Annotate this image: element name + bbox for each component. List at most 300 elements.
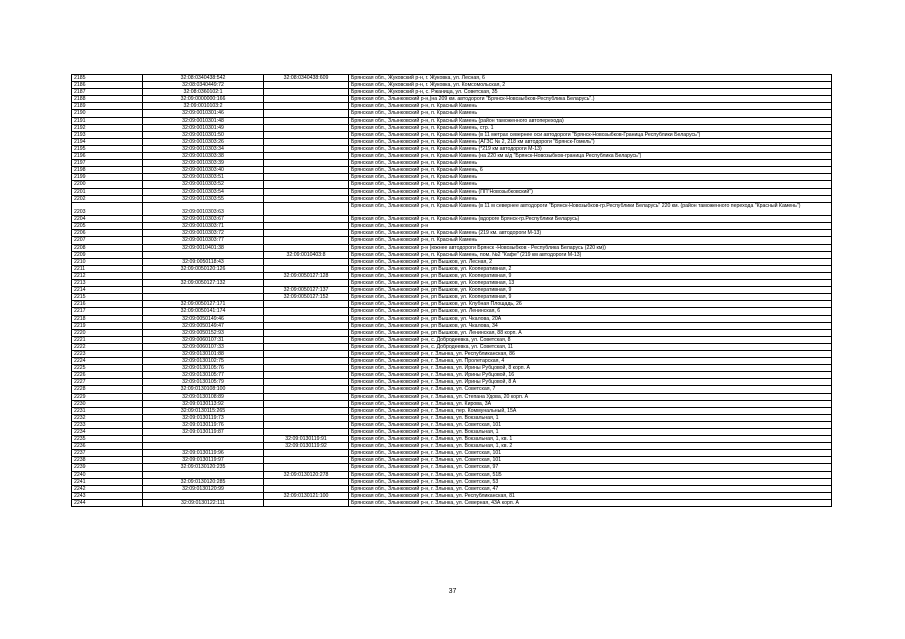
premises-cadastral-number-cell (264, 138, 349, 145)
address-cell: Брянская обл., Злынковский р-н, г. Злынка, ул. Советская, 101 (349, 450, 832, 457)
table-row (72, 478, 832, 485)
table-row (72, 244, 832, 251)
address-cell: Брянская обл., Злынковский р-н, п. Красный Камень (ПП"Новозыбковский") (349, 188, 832, 195)
cadastral-number-cell: 32:09:0130102:75 (143, 358, 264, 365)
cadastral-number-cell: 32:09:0010401:38 (143, 244, 264, 251)
table-row (72, 96, 832, 103)
cadastral-number-cell: 32:08:0340449:72 (143, 82, 264, 89)
premises-cadastral-number-cell: 32:09:0050127:128 (264, 272, 349, 279)
table-row (72, 421, 832, 428)
address-cell: Брянская обл., Злынковский р-н, п. Красный Камень (349, 195, 832, 202)
premises-cadastral-number-cell (264, 478, 349, 485)
row-number-cell: 2217 (72, 308, 143, 315)
cadastral-number-cell: 32:09:0010303:40 (143, 167, 264, 174)
cadastral-number-cell: 32:09:0130113:92 (143, 400, 264, 407)
row-number-cell: 2232 (72, 414, 143, 421)
address-cell: Брянская обл., Злынковский р-н, п. Красный Камень (219 км. автодороги М-13) (349, 230, 832, 237)
property-table (71, 74, 832, 507)
row-number-cell: 2228 (72, 386, 143, 393)
cadastral-number-cell: 32:09:0010103:2 (143, 103, 264, 110)
address-cell: Брянская обл., Злынковский р-н, п. Красный Камень (349, 174, 832, 181)
row-number-cell: 2185 (72, 75, 143, 82)
address-cell: Брянская обл., Злынковский р-н, рп Вышков, ул. Кооперативная, 9 (349, 287, 832, 294)
table-row (72, 258, 832, 265)
address-cell: Брянская обл., Злынковский р-н, рп Вышков, ул. Кооперативная, 9 (349, 272, 832, 279)
address-cell: Брянская обл., Злынковский р-н (349, 223, 832, 230)
premises-cadastral-number-cell (264, 386, 349, 393)
row-number-cell: 2226 (72, 372, 143, 379)
premises-cadastral-number-cell (264, 258, 349, 265)
row-number-cell: 2242 (72, 485, 143, 492)
table-row (72, 89, 832, 96)
premises-cadastral-number-cell (264, 117, 349, 124)
premises-cadastral-number-cell: 32:09:0010403:8 (264, 251, 349, 258)
premises-cadastral-number-cell (264, 372, 349, 379)
table-row (72, 457, 832, 464)
row-number-cell: 2231 (72, 407, 143, 414)
address-cell: Брянская обл., Жуковский р-н, г. Жуковка, ул. Комсомольская, 2 (349, 82, 832, 89)
cadastral-number-cell: 32:09:0010303:54 (143, 188, 264, 195)
cadastral-number-cell: 32:09:0130101:88 (143, 350, 264, 357)
row-number-cell: 2206 (72, 230, 143, 237)
cadastral-number-cell (143, 272, 264, 279)
premises-cadastral-number-cell (264, 124, 349, 131)
cadastral-number-cell: 32:09:0060107:33 (143, 343, 264, 350)
address-cell: Брянская обл., Жуковский р-н, с. Ржаница, ул. Советская, 35 (349, 89, 832, 96)
cadastral-number-cell: 32:08:0340438:542 (143, 75, 264, 82)
cadastral-number-cell: 32:09:0130105:79 (143, 379, 264, 386)
cadastral-number-cell: 32:09:0050152:93 (143, 329, 264, 336)
premises-cadastral-number-cell (264, 301, 349, 308)
row-number-cell: 2218 (72, 315, 143, 322)
address-cell: Брянская обл., Злынковский р-н, п. Красный Камень (в 11 метрах севернее оси автодороги "Брянск-Новозыбков-Граница Республики Беларусь") (349, 131, 832, 138)
table-row (72, 485, 832, 492)
cadastral-number-cell: 32:09:0010303:67 (143, 216, 264, 223)
cadastral-number-cell: 32:08:0360102:1 (143, 89, 264, 96)
cadastral-number-cell: 32:09:0050118:43 (143, 258, 264, 265)
premises-cadastral-number-cell (264, 308, 349, 315)
table-row (72, 131, 832, 138)
table-row (72, 336, 832, 343)
address-cell: Брянская обл., Злынковский р-н, с. Добродеевка, ул. Советская, 11 (349, 343, 832, 350)
premises-cadastral-number-cell (264, 450, 349, 457)
row-number-cell: 2215 (72, 294, 143, 301)
table-row (72, 471, 832, 478)
row-number-cell: 2209 (72, 251, 143, 258)
premises-cadastral-number-cell (264, 174, 349, 181)
row-number-cell: 2211 (72, 265, 143, 272)
address-cell: Брянская обл., Злынковский р-н, п. Красный Камень, стр. 1 (349, 124, 832, 131)
row-number-cell: 2244 (72, 499, 143, 506)
address-cell: Брянская обл., Злынковский р-н, г. Злынка, ул. Республиканская, 81 (349, 492, 832, 499)
premises-cadastral-number-cell (264, 230, 349, 237)
cadastral-number-cell: 32:09:0010303:34 (143, 145, 264, 152)
table-row (72, 265, 832, 272)
address-cell: Брянская обл., Злынковский р-н, рп Вышков, ул. Лесная, 2 (349, 258, 832, 265)
cadastral-number-cell: 32:09:0130119:73 (143, 414, 264, 421)
table-row (72, 280, 832, 287)
address-cell: Брянская обл., Злынковский р-н, п. Красный Камень (АГЗС № 2, 218 км автодороги "Брянск-Гомель") (349, 138, 832, 145)
table-row (72, 230, 832, 237)
cadastral-number-cell: 32:09:0010303:39 (143, 160, 264, 167)
table-row (72, 138, 832, 145)
row-number-cell: 2240 (72, 471, 143, 478)
row-number-cell: 2187 (72, 89, 143, 96)
address-cell: Брянская обл., Злынковский р-н, г. Злынка, ул. Советская, 47 (349, 485, 832, 492)
premises-cadastral-number-cell (264, 421, 349, 428)
premises-cadastral-number-cell (264, 499, 349, 506)
address-cell: Брянская обл., Злынковский р-н, п. Красный Камень (*219 км автодороги М-13) (349, 145, 832, 152)
address-cell: Брянская обл., Злынковский р-н, г. Злынка, ул. Ирины Рубцовой, 8 корп. А (349, 365, 832, 372)
row-number-cell: 2229 (72, 393, 143, 400)
address-cell: Брянская обл., Злынковский р-н, рп Вышков, ул. Кооперативная, 13 (349, 280, 832, 287)
row-number-cell: 2239 (72, 464, 143, 471)
row-number-cell: 2236 (72, 443, 143, 450)
premises-cadastral-number-cell: 32:09:0130119:92 (264, 443, 349, 450)
address-cell: Брянская обл., Злынковский р-н, рп Вышков, ул. Чкалова, 34 (349, 322, 832, 329)
row-number-cell: 2196 (72, 153, 143, 160)
cadastral-number-cell: 32:09:0010303:77 (143, 237, 264, 244)
table-row (72, 329, 832, 336)
address-cell: Брянская обл., Злынковский р-н, г. Злынка, ул. Советская, 7 (349, 386, 832, 393)
cadastral-number-cell: 32:09:0050149:47 (143, 322, 264, 329)
address-cell: Брянская обл., Злынковский р-н, г. Злынка, ул. Вокзальная, 1, кв. 1 (349, 436, 832, 443)
table-row (72, 103, 832, 110)
table-row (72, 188, 832, 195)
table-row (72, 251, 832, 258)
cadastral-number-cell: 32:09:0130120:285 (143, 478, 264, 485)
cadastral-number-cell: 32:09:0010303:51 (143, 174, 264, 181)
address-cell: Брянская обл., Злынковский р-н, с. Добродеевка, ул. Советская, 8 (349, 336, 832, 343)
table-row (72, 117, 832, 124)
cadastral-number-cell: 32:09:0010303:26 (143, 138, 264, 145)
address-cell: Брянская обл., Злынковский р-н, рп Вышков, ул. Ленинская, 88 корп. А (349, 329, 832, 336)
row-number-cell: 2224 (72, 358, 143, 365)
row-number-cell: 2205 (72, 223, 143, 230)
address-cell: Брянская обл., Злынковский р-н, п. Красный Камень (349, 110, 832, 117)
address-cell: Брянская обл., Злынковский р-н, г. Злынка, ул. Советская, 101 (349, 421, 832, 428)
row-number-cell: 2201 (72, 188, 143, 195)
row-number-cell: 2193 (72, 131, 143, 138)
cadastral-number-cell: 32:09:0000000:166 (143, 96, 264, 103)
cadastral-number-cell: 32:09:0130119:97 (143, 457, 264, 464)
premises-cadastral-number-cell (264, 89, 349, 96)
address-cell: Брянская обл., Злынковский р-н, п. Красный Камень (349, 181, 832, 188)
table-row (72, 379, 832, 386)
address-cell: Брянская обл., Злынковский р-н, г. Злынка, пер. Коммунальный, 15А (349, 407, 832, 414)
table-row (72, 343, 832, 350)
address-cell: Брянская обл., Злынковский р-н, рп Вышков, ул. Кооперативная, 9 (349, 294, 832, 301)
cadastral-number-cell: 32:09:0130115:265 (143, 407, 264, 414)
address-cell: Брянская обл., Злынковский р-н, г. Злынка, ул. Кирова, 3А (349, 400, 832, 407)
table-row (72, 464, 832, 471)
row-number-cell: 2212 (72, 272, 143, 279)
row-number-cell: 2191 (72, 117, 143, 124)
address-cell: Брянская обл., Жуковский р-н, г. Жуковка, ул. Лесная, 6 (349, 75, 832, 82)
premises-cadastral-number-cell (264, 103, 349, 110)
premises-cadastral-number-cell (264, 160, 349, 167)
table-row (72, 386, 832, 393)
table-row (72, 499, 832, 506)
row-number-cell: 2200 (72, 181, 143, 188)
row-number-cell: 2243 (72, 492, 143, 499)
table-row (72, 400, 832, 407)
address-cell: Брянская обл., Злынковский р-н, п. Красный Камень, пом. №2 "Кафе" (219 км автодороги М-13) (349, 251, 832, 258)
table-row (72, 153, 832, 160)
cadastral-number-cell: 32:09:0010301:49 (143, 124, 264, 131)
premises-cadastral-number-cell (264, 393, 349, 400)
cadastral-number-cell (143, 436, 264, 443)
table-row (72, 75, 832, 82)
table-row (72, 160, 832, 167)
cadastral-number-cell: 32:09:0130122:111 (143, 499, 264, 506)
row-number-cell: 2241 (72, 478, 143, 485)
table-row (72, 429, 832, 436)
address-cell: Брянская обл., Злынковский р-н, п. Красный Камень (на 220 км а/д "Брянск-Новозыбков-граница Республика Беларусь") (349, 153, 832, 160)
table-row (72, 407, 832, 414)
table-row (72, 358, 832, 365)
row-number-cell: 2199 (72, 174, 143, 181)
premises-cadastral-number-cell (264, 336, 349, 343)
row-number-cell: 2189 (72, 103, 143, 110)
cadastral-number-cell (143, 294, 264, 301)
address-cell: Брянская обл., Злынковский р-н, г. Злынка, ул. Советская, 51Б (349, 471, 832, 478)
address-cell: Брянская обл., Злынковский р-н, п. Красный Камень (вдороге Брянск-гр.Республики Беларусь) (349, 216, 832, 223)
row-number-cell: 2223 (72, 350, 143, 357)
address-cell: Брянская обл., Злынковский р-н, г. Злынка, ул. Советская, 97 (349, 464, 832, 471)
cadastral-number-cell: 32:09:0010303:38 (143, 153, 264, 160)
cadastral-number-cell: 32:09:0130105:77 (143, 372, 264, 379)
cadastral-number-cell (143, 471, 264, 478)
premises-cadastral-number-cell (264, 181, 349, 188)
premises-cadastral-number-cell (264, 280, 349, 287)
row-number-cell: 2219 (72, 322, 143, 329)
table-row (72, 167, 832, 174)
row-number-cell: 2204 (72, 216, 143, 223)
address-cell: Брянская обл., Злынковский р-н, рп Вышков, ул. Кооперативная, 2 (349, 265, 832, 272)
row-number-cell: 2227 (72, 379, 143, 386)
row-number-cell: 2192 (72, 124, 143, 131)
cadastral-number-cell (143, 287, 264, 294)
premises-cadastral-number-cell (264, 223, 349, 230)
address-cell: Брянская обл., Злынковский р-н, рп Вышков, ул. Клубная Площадь, 26 (349, 301, 832, 308)
cadastral-number-cell: 32:09:0050120:126 (143, 265, 264, 272)
table-row (72, 322, 832, 329)
premises-cadastral-number-cell (264, 350, 349, 357)
premises-cadastral-number-cell (264, 237, 349, 244)
table-row (72, 237, 832, 244)
table-row (72, 195, 832, 202)
address-cell: Брянская обл., Злынковский р-н, п. Красный Камень, 6 (349, 167, 832, 174)
premises-cadastral-number-cell (264, 265, 349, 272)
row-number-cell: 2238 (72, 457, 143, 464)
cadastral-number-cell: 32:09:0050149:46 (143, 315, 264, 322)
cadastral-number-cell: 32:09:0130119:76 (143, 421, 264, 428)
row-number-cell: 2220 (72, 329, 143, 336)
cadastral-number-cell: 32:09:0130105:76 (143, 365, 264, 372)
row-number-cell: 2195 (72, 145, 143, 152)
page-number: 37 (448, 588, 457, 595)
cadastral-number-cell: 32:09:0010303:72 (143, 230, 264, 237)
premises-cadastral-number-cell (264, 457, 349, 464)
address-cell: Брянская обл., Злынковский р-н, г. Злынка, ул. Северная, 43А корп. А (349, 499, 832, 506)
row-number-cell: 2202 (72, 195, 143, 202)
premises-cadastral-number-cell (264, 216, 349, 223)
row-number-cell: 2216 (72, 301, 143, 308)
premises-cadastral-number-cell (264, 322, 349, 329)
property-table-body (72, 75, 832, 507)
cadastral-number-cell: 32:09:0010303:71 (143, 223, 264, 230)
premises-cadastral-number-cell: 32:09:0130121:100 (264, 492, 349, 499)
table-row (72, 110, 832, 117)
cadastral-number-cell: 32:09:0130120:235 (143, 464, 264, 471)
table-row (72, 308, 832, 315)
address-cell: Брянская обл., Злынковский р-н, г. Злынка, ул. Пролетарская, 4 (349, 358, 832, 365)
premises-cadastral-number-cell (264, 202, 349, 216)
premises-cadastral-number-cell (264, 82, 349, 89)
row-number-cell: 2222 (72, 343, 143, 350)
table-row (72, 223, 832, 230)
table-row (72, 315, 832, 322)
premises-cadastral-number-cell (264, 195, 349, 202)
table-row (72, 181, 832, 188)
table-row (72, 436, 832, 443)
row-number-cell: 2213 (72, 280, 143, 287)
row-number-cell: 2234 (72, 429, 143, 436)
premises-cadastral-number-cell (264, 407, 349, 414)
premises-cadastral-number-cell (264, 244, 349, 251)
table-row (72, 174, 832, 181)
premises-cadastral-number-cell: 32:09:0050127:152 (264, 294, 349, 301)
address-cell: Брянская обл., Злынковский р-н, г. Злынка, ул. Ирины Рубцовой, 8 А (349, 379, 832, 386)
row-number-cell: 2235 (72, 436, 143, 443)
premises-cadastral-number-cell (264, 358, 349, 365)
table-row (72, 124, 832, 131)
premises-cadastral-number-cell (264, 414, 349, 421)
row-number-cell: 2207 (72, 237, 143, 244)
cadastral-number-cell: 32:09:0130120:99 (143, 485, 264, 492)
row-number-cell: 2230 (72, 400, 143, 407)
row-number-cell: 2190 (72, 110, 143, 117)
premises-cadastral-number-cell: 32:09:0130119:91 (264, 436, 349, 443)
address-cell: Брянская обл., Злынковский р-н, г. Злынка, ул. Вокзальная, 1 (349, 429, 832, 436)
premises-cadastral-number-cell (264, 343, 349, 350)
premises-cadastral-number-cell: 32:09:0130120:278 (264, 471, 349, 478)
premises-cadastral-number-cell (264, 131, 349, 138)
cadastral-number-cell: 32:09:0060107:31 (143, 336, 264, 343)
cadastral-number-cell: 32:09:0130119:87 (143, 429, 264, 436)
address-cell: Брянская обл., Злынковский р-н, рп Вышков, ул. Ленинская, 6 (349, 308, 832, 315)
cadastral-number-cell (143, 251, 264, 258)
table-row (72, 272, 832, 279)
premises-cadastral-number-cell (264, 400, 349, 407)
address-cell: Брянская обл., Злынковский р-н, г. Злынка, ул. Вокзальная, 1 (349, 414, 832, 421)
premises-cadastral-number-cell (264, 429, 349, 436)
row-number-cell: 2208 (72, 244, 143, 251)
row-number-cell: 2198 (72, 167, 143, 174)
address-cell: Брянская обл., Злынковский р-н, г. Злынка, ул. Вокзальная, 1, кв. 2 (349, 443, 832, 450)
row-number-cell: 2197 (72, 160, 143, 167)
address-cell: Брянская обл., Злынковский р-н, рп Вышков, ул. Чкалова, 20А (349, 315, 832, 322)
table-row (72, 350, 832, 357)
row-number-cell: 2233 (72, 421, 143, 428)
premises-cadastral-number-cell (264, 365, 349, 372)
table-row (72, 414, 832, 421)
cadastral-number-cell: 32:09:0010301:50 (143, 131, 264, 138)
premises-cadastral-number-cell (264, 315, 349, 322)
address-cell: Брянская обл., Злынковский р-н, п. Красный Камень (349, 103, 832, 110)
table-row (72, 294, 832, 301)
premises-cadastral-number-cell (264, 464, 349, 471)
premises-cadastral-number-cell (264, 379, 349, 386)
row-number-cell: 2188 (72, 96, 143, 103)
cadastral-number-cell: 32:09:0050141:174 (143, 308, 264, 315)
premises-cadastral-number-cell (264, 110, 349, 117)
cadastral-number-cell: 32:09:0130108:89 (143, 393, 264, 400)
address-cell: Брянская обл., Злынковский р-н (южнее автодороги Брянск -Новозыбков - Республика Беларусь (220 км)) (349, 244, 832, 251)
table-row (72, 372, 832, 379)
cadastral-number-cell (143, 492, 264, 499)
premises-cadastral-number-cell (264, 145, 349, 152)
row-number-cell: 2221 (72, 336, 143, 343)
address-cell: Брянская обл., Злынковский р-н, г. Злынка, ул. Советская, 53 (349, 478, 832, 485)
table-row (72, 202, 832, 216)
address-cell: Брянская обл., Злынковский р-н, г. Злынка, ул. Советская, 101 (349, 457, 832, 464)
premises-cadastral-number-cell (264, 188, 349, 195)
premises-cadastral-number-cell (264, 96, 349, 103)
premises-cadastral-number-cell (264, 167, 349, 174)
cadastral-number-cell: 32:09:0010301:46 (143, 110, 264, 117)
premises-cadastral-number-cell: 32:09:0050127:137 (264, 287, 349, 294)
address-cell: Брянская обл., Злынковский р-н, г. Злынка, ул. Степана Удова, 20 корп. А (349, 393, 832, 400)
cadastral-number-cell: 32:09:0050127:132 (143, 280, 264, 287)
table-row (72, 393, 832, 400)
cadastral-number-cell: 32:09:0010303:63 (143, 202, 264, 216)
address-cell: Брянская обл., Злынковский р-н, п. Красный Камень (349, 160, 832, 167)
premises-cadastral-number-cell (264, 485, 349, 492)
cadastral-number-cell (143, 443, 264, 450)
address-cell: Брянская обл., Злынковский р-н, п. Красный Камень (349, 237, 832, 244)
table-row (72, 82, 832, 89)
row-number-cell: 2225 (72, 365, 143, 372)
table-row (72, 287, 832, 294)
cadastral-number-cell: 32:09:0010303:52 (143, 181, 264, 188)
cadastral-number-cell: 32:09:0130119:96 (143, 450, 264, 457)
table-row (72, 450, 832, 457)
cadastral-number-cell: 32:09:0010303:55 (143, 195, 264, 202)
address-cell: Брянская обл., Злынковский р-н, г. Злынка, ул. Республиканская, 86 (349, 350, 832, 357)
row-number-cell: 2210 (72, 258, 143, 265)
address-cell: Брянская обл., Злынковский р-н,(на 209 км. автодороги "Брянск-Новозыбков-Республика Беларусь".) (349, 96, 832, 103)
premises-cadastral-number-cell (264, 153, 349, 160)
table-row (72, 443, 832, 450)
row-number-cell: 2214 (72, 287, 143, 294)
row-number-cell: 2203 (72, 202, 143, 216)
cadastral-number-cell: 32:09:0010301:48 (143, 117, 264, 124)
cadastral-number-cell: 32:09:0130108:100 (143, 386, 264, 393)
row-number-cell: 2194 (72, 138, 143, 145)
table-row (72, 365, 832, 372)
row-number-cell: 2237 (72, 450, 143, 457)
address-cell: Брянская обл., Злынковский р-н, г. Злынка, ул. Ирины Рубцовой, 16 (349, 372, 832, 379)
table-row (72, 301, 832, 308)
table-row (72, 216, 832, 223)
premises-cadastral-number-cell (264, 329, 349, 336)
table-row (72, 492, 832, 499)
premises-cadastral-number-cell: 32:08:0340438:609 (264, 75, 349, 82)
cadastral-number-cell: 32:09:0050127:171 (143, 301, 264, 308)
table-row (72, 145, 832, 152)
